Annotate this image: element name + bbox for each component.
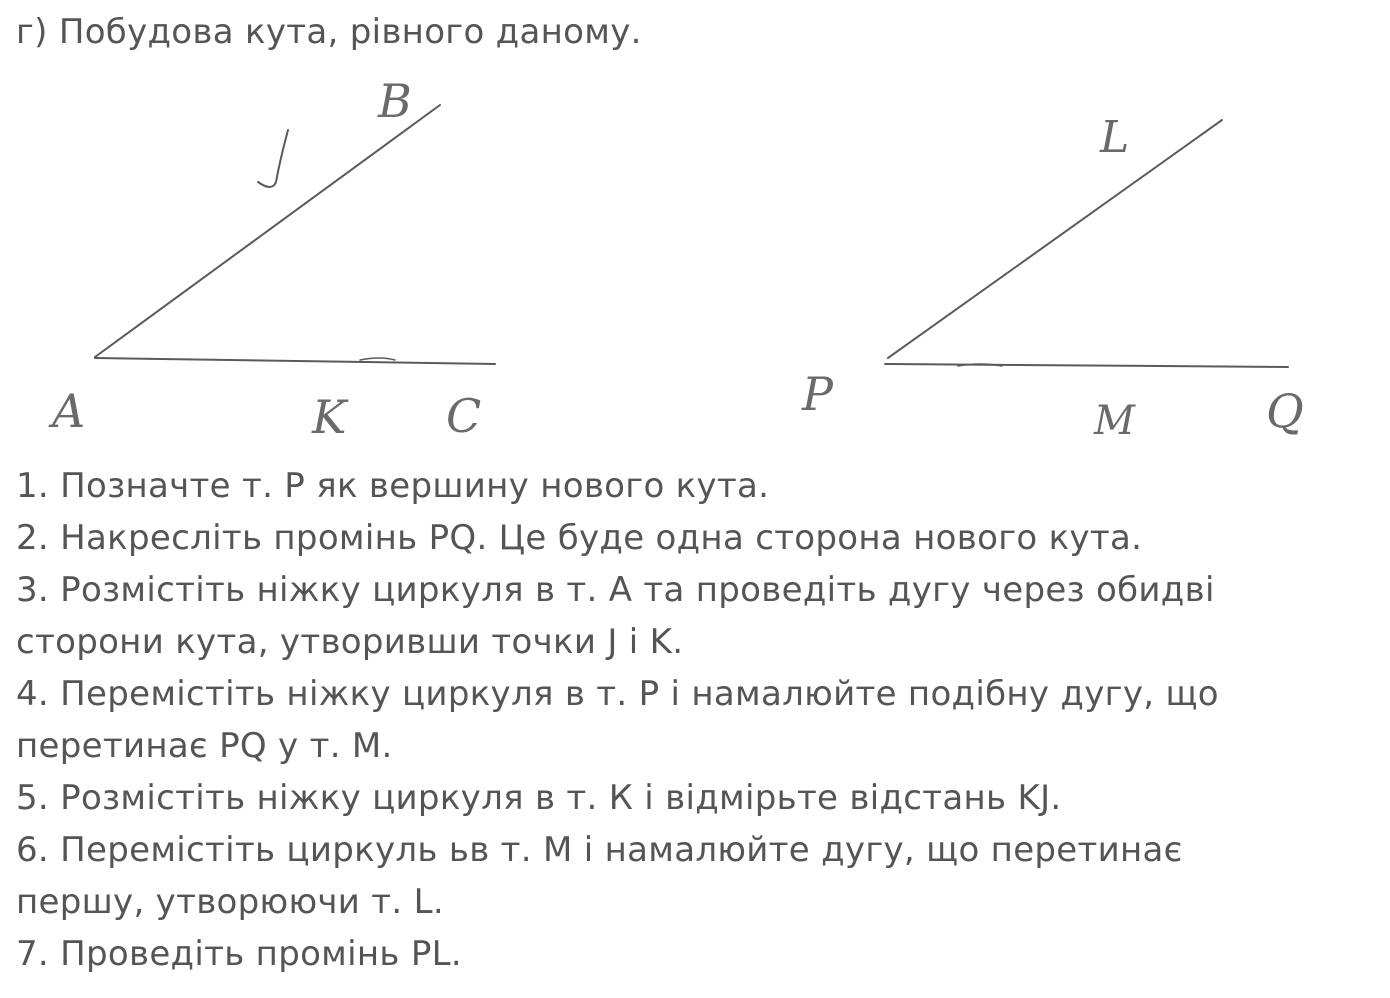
label-point-b: B [378,74,412,128]
ray-pq [885,364,1288,367]
arc-mark-k [360,358,395,360]
step-6-line-1: 6. Перемістіть циркуль ьв т. М і намалюйте дугу, що перетинає [16,830,1183,870]
page-heading: г) Побудова кута, рівного даному. [16,12,642,52]
step-7: 7. Проведіть промінь PL. [16,934,462,974]
ray-ab [95,105,440,357]
label-point-c: C [446,389,482,443]
new-angle [885,120,1288,367]
label-point-l: L [1100,112,1130,163]
step-1: 1. Позначте т. Р як вершину нового кута. [16,466,770,506]
step-6-line-2: першу, утворюючи т. L. [16,882,444,922]
step-3-line-1: 3. Розмістіть ніжку циркуля в т. А та проведіть дугу через обидві [16,570,1215,610]
arc-mark-j [258,130,288,187]
step-2: 2. Накресліть промінь PQ. Це буде одна сторона нового кута. [16,518,1143,558]
step-4-line-1: 4. Перемістіть ніжку циркуля в т. Р і намалюйте подібну дугу, що [16,674,1219,714]
step-3-line-2: сторони кута, утворивши точки J і K. [16,622,684,662]
step-5: 5. Розмістіть ніжку циркуля в т. К і відмірьте відстань KJ. [16,778,1062,818]
label-vertex-p: P [802,367,833,421]
label-point-k: K [312,390,347,444]
label-point-j: J [272,170,273,171]
instruction-steps [16,460,1376,980]
label-point-m: M [1094,398,1135,444]
ray-ac [95,358,495,364]
step-4-line-2: перетинає PQ у т. М. [16,726,393,766]
label-vertex-a: A [52,384,86,438]
given-angle [95,105,495,364]
ray-pl [888,120,1222,358]
label-point-q: Q [1266,384,1304,438]
